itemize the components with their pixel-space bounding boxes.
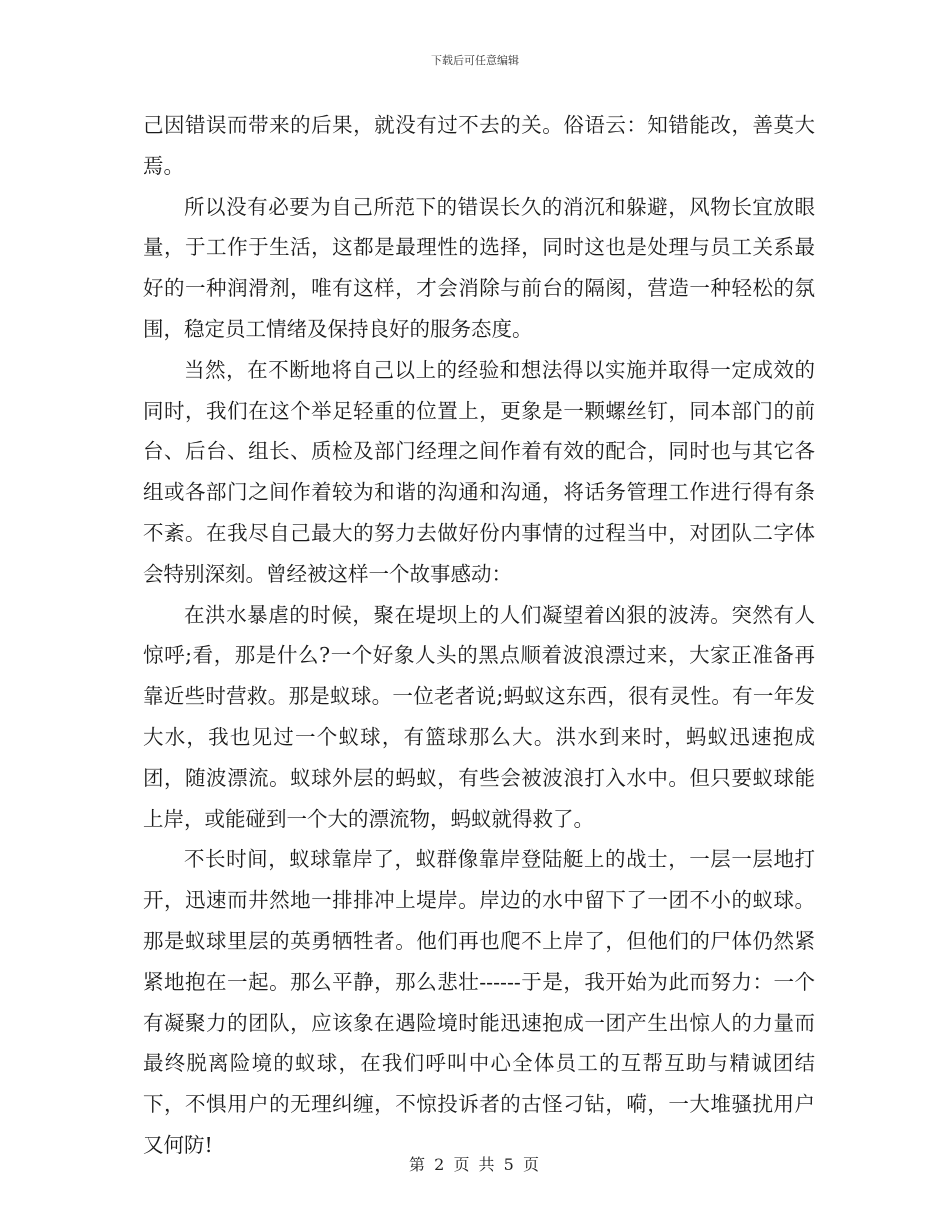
footer-label-page: 第 [409, 1155, 428, 1174]
page-header: 下载后可任意编辑 [431, 54, 519, 67]
paragraph-5: 不长时间，蚁球靠岸了，蚁群像靠岸登陆艇上的战士，一层一层地打开，迅速而井然地一排排冲上堤岸。岸边的水中留下了一团不小的蚁球。那是蚁球里层的英勇牺牲者。他们再也爬不上岸了，但他们的尸体仍然紧紧地抱在一起。那么平静，那么悲壮------于是，我开始为此而努力：一个有凝聚力的团队，应该象在遇险境时能迅速抱成一团产生出惊人的力量而最终脱离险境的蚁球，在我们呼叫中心全体员工的互帮互助与精诚团结下，不惧用户的无理纠缠，不惊投诉者的古怪刁钻，嗬，一大堆骚扰用户又何防! [143, 847, 815, 1157]
footer-label-ye: 页 [453, 1155, 472, 1174]
paragraph-4: 在洪水暴虐的时候，聚在堤坝上的人们凝望着凶狠的波涛。突然有人惊呼;看，那是什么?一个好象人头的黑点顺着波浪漂过来，大家正准备再靠近些时营救。那是蚁球。一位老者说;蚂蚁这东西，很有灵性。有一年发大水，我也见过一个蚁球，有篮球那么大。洪水到来时，蚂蚁迅速抱成团，随波漂流。蚁球外层的蚂蚁，有些会被波浪打入水中。但只要蚁球能上岸，或能碰到一个大的漂流物，蚂蚁就得救了。 [143, 602, 815, 831]
footer-total-pages: 5 [503, 1155, 516, 1174]
footer-label-ye-2: 页 [522, 1155, 541, 1174]
paragraph-1: 己因错误而带来的后果，就没有过不去的关。俗语云：知错能改，善莫大焉。 [143, 113, 815, 178]
document-body [143, 105, 815, 1166]
footer-current-page: 2 [434, 1155, 447, 1174]
page-footer [0, 1152, 950, 1175]
paragraph-3: 当然，在不断地将自己以上的经验和想法得以实施并取得一定成效的同时，我们在这个举足轻重的位置上，更象是一颗螺丝钉，同本部门的前台、后台、组长、质检及部门经理之间作着有效的配合，同时也与其它各组或各部门之间作着较为和谐的沟通和沟通，将话务管理工作进行得有条不紊。在我尽自己最大的努力去做好份内事情的过程当中，对团队二字体会特别深刻。曾经被这样一个故事感动： [143, 357, 815, 586]
footer-label-total: 共 [478, 1155, 497, 1174]
paragraph-2: 所以没有必要为自己所范下的错误长久的消沉和躲避，风物长宜放眼量，于工作于生活，这都是最理性的选择，同时这也是处理与员工关系最好的一种润滑剂，唯有这样，才会消除与前台的隔阂，营造一种轻松的氛围，稳定员工情绪及保持良好的服务态度。 [143, 194, 815, 341]
